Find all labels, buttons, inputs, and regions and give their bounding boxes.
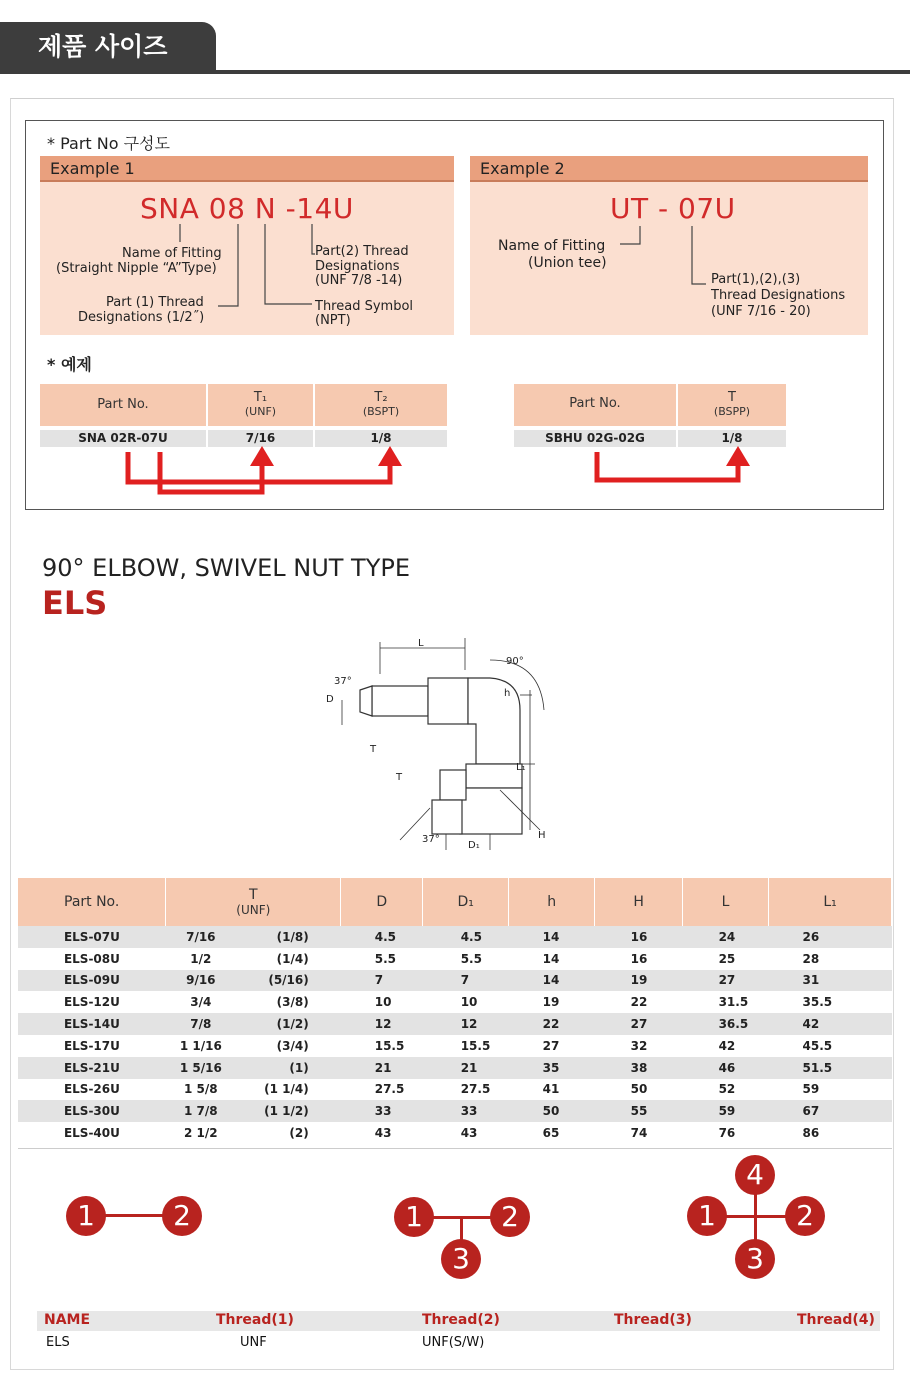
spec-cell-t-bspp: (3/4) [276,1038,309,1053]
spec-cell-L: 59 [683,1100,769,1122]
spec-cell-d1: 12 [423,1013,509,1035]
spec-header-d: D [341,878,423,926]
spec-cell-d: 33 [341,1100,423,1122]
t1-cell-part: SNA 02R-07U [40,430,206,447]
spec-cell-L1: 45.5 [802,1038,833,1053]
spec-table-row [18,1035,892,1057]
spec-cell-t: 1 7/8 [166,1100,236,1122]
elbow-technical-drawing [320,630,560,860]
ex1-symbol-label: Thread Symbol [315,299,414,314]
spec-cell-L1: 35.5 [802,995,833,1010]
spec-cell-part: ELS-14U [18,1013,166,1035]
spec-cell-h: 14 [542,951,560,966]
diagram-b-port-2: 2 [490,1197,530,1237]
spec-cell-H: 50 [630,1082,648,1097]
t2-cell-t: 1/8 [678,430,786,447]
spec-cell-d: 43 [374,1126,392,1141]
spec-cell-t: 2 1/2 [184,1126,218,1141]
spec-cell-t: 1/2 [190,951,212,966]
spec-cell-H: 22 [630,995,648,1010]
spec-cell-H: 55 [595,1100,683,1122]
spec-cell-H: 19 [595,970,683,992]
spec-cell-L1: 86 [802,1126,820,1141]
ex2-part-detail2: (UNF 7/16 - 20) [711,304,811,319]
spec-cell-L1: 31 [769,970,892,992]
ex2-name-label: Name of Fitting [498,238,606,254]
t1-header-t2-unit: (BSPT) [362,405,400,418]
thread-cell-2: UNF(S/W) [422,1335,485,1350]
spec-cell-d1: 21 [423,1057,509,1079]
drawing-label-L1: L₁ [516,762,526,773]
header-divider [0,70,910,74]
spec-cell-L: 24 [683,926,769,948]
spec-cell-t: 1 5/16 [166,1057,236,1079]
drawing-label-T1: T [370,744,377,755]
drawing-label-D: D [326,694,334,705]
thread-header-name: NAME [44,1312,91,1328]
spec-cell-t: 7/8 [166,1013,236,1035]
spec-cell-d1: 4.5 [423,926,509,948]
ex1-part2-detail1: Designations [315,259,400,274]
spec-cell-h: 65 [542,1126,560,1141]
ex1-part1-label: Part (1) Thread [106,295,204,310]
spec-cell-h: 35 [509,1057,595,1079]
spec-cell-h: 22 [509,1013,595,1035]
example2-code: UT - 07U [610,192,736,225]
t2-header-t [678,384,786,426]
t1-cell-t1: 7/16 [208,430,313,447]
spec-cell-t-bspp: (1 1/4) [264,1082,309,1097]
spec-cell-d1: 33 [423,1100,509,1122]
product-code: ELS [42,584,108,622]
spec-cell-t-bspp: (1/2) [236,1013,341,1035]
spec-cell-L1: 51.5 [769,1057,892,1079]
spec-table-row [18,926,892,948]
spec-table-row [18,1057,892,1079]
spec-cell-H: 16 [595,926,683,948]
spec-cell-t-bspp: (5/16) [236,970,341,992]
spec-cell-d: 4.5 [341,926,423,948]
spec-table-row [18,1100,892,1122]
ex1-part2-label: Part(2) Thread [315,244,409,259]
spec-cell-L: 27 [683,970,769,992]
part-no-section-title: * Part No 구성도 [47,134,170,153]
t1-header-t1-label: T₁ [253,390,268,405]
spec-cell-h: 27 [542,1038,560,1053]
spec-cell-t-bspp: (1/8) [236,926,341,948]
spec-header-L1: L₁ [769,878,892,926]
spec-cell-d1: 5.5 [460,951,482,966]
spec-table-row [18,1013,892,1035]
diagram-a-port-2: 2 [162,1196,202,1236]
spec-header-H: H [595,878,683,926]
spec-cell-L: 76 [718,1126,736,1141]
t1-header-t2 [315,384,447,426]
spec-cell-t: 1 1/16 [179,1038,222,1053]
diagram-c-port-2: 2 [785,1196,825,1236]
spec-cell-part: ELS-08U [63,951,120,966]
spec-cell-part: ELS-12U [63,995,120,1010]
spec-header-t-label: T [249,887,258,903]
spec-cell-part: ELS-07U [18,926,166,948]
example1-header: Example 1 [40,156,454,182]
spec-header-t-unit: (UNF) [236,903,271,917]
t1-header-t2-label: T₂ [374,390,388,405]
spec-cell-t: 3/4 [190,995,212,1010]
spec-cell-L: 46 [683,1057,769,1079]
spec-cell-d: 27.5 [374,1082,405,1097]
spec-cell-d1: 10 [460,995,478,1010]
spec-header-part: Part No. [18,878,166,926]
spec-cell-h: 41 [542,1082,560,1097]
spec-cell-L: 42 [718,1038,736,1053]
thread-cell-name: ELS [46,1335,70,1350]
thread-cell-1: UNF [240,1335,267,1350]
drawing-label-H: H [538,830,546,841]
spec-cell-t-bspp: (1) [236,1057,341,1079]
thread-header-4: Thread(4) [797,1312,875,1328]
spec-table-row [18,970,892,992]
drawing-label-37b: 37° [422,834,440,845]
spec-cell-L1: 26 [769,926,892,948]
spec-cell-L1: 42 [769,1013,892,1035]
example2-header: Example 2 [470,156,868,182]
t1-header-t1-unit: (UNF) [244,405,277,418]
drawing-label-L: L [418,638,424,649]
t1-header-t1 [208,384,313,426]
spec-table-bottom-rule [18,1148,892,1149]
spec-cell-d: 15.5 [374,1038,405,1053]
spec-header-t [166,878,341,926]
spec-table-row [18,1079,892,1101]
spec-cell-t: 9/16 [166,970,236,992]
example1-leader-lines [40,182,454,335]
example-arrows [110,440,810,500]
example1-code: SNA 08 N -14U [140,192,354,225]
diagram-a-port-1: 1 [66,1196,106,1236]
example2-leader-lines [470,182,868,335]
spec-cell-t-bspp: (2) [289,1126,309,1141]
spec-cell-H: 27 [595,1013,683,1035]
drawing-label-D1: D₁ [468,840,480,851]
spec-cell-h: 14 [509,926,595,948]
ex2-part-label: Part(1),(2),(3) [711,272,801,287]
t1-cell-t2: 1/8 [315,430,447,447]
spec-table-row [18,1122,892,1144]
spec-cell-h: 14 [509,970,595,992]
spec-table-row [18,948,892,970]
spec-cell-L: 25 [718,951,736,966]
spec-table-body [18,926,892,1144]
spec-cell-H: 32 [630,1038,648,1053]
spec-cell-t: 7/16 [166,926,236,948]
ex1-name-label: Name of Fitting [122,246,222,261]
spec-cell-L1: 28 [802,951,820,966]
thread-header-2: Thread(2) [422,1312,500,1328]
ex1-part1-detail: Designations (1/2˝) [78,310,205,325]
spec-cell-h: 50 [509,1100,595,1122]
spec-cell-d1: 7 [423,970,509,992]
spec-cell-H: 16 [630,951,648,966]
ex1-name-detail: (Straight Nipple “A”Type) [56,261,217,276]
spec-cell-d1: 27.5 [460,1082,491,1097]
spec-cell-L: 36.5 [683,1013,769,1035]
spec-cell-part: ELS-30U [18,1100,166,1122]
spec-cell-part: ELS-21U [18,1057,166,1079]
spec-cell-h: 19 [542,995,560,1010]
spec-cell-t-bspp: (1/4) [276,951,309,966]
diagram-c-port-4: 4 [735,1155,775,1195]
ex2-name-detail: (Union tee) [528,255,607,271]
spec-cell-d1: 43 [460,1126,478,1141]
drawing-label-T2: T [396,772,403,783]
thread-header-3: Thread(3) [614,1312,692,1328]
page-section-tab: 제품 사이즈 [0,22,216,70]
spec-table-row [18,991,892,1013]
diagram-c-port-1: 1 [687,1196,727,1236]
spec-cell-part: ELS-17U [63,1038,120,1053]
spec-cell-d: 5.5 [374,951,396,966]
spec-cell-t-bspp: (3/8) [276,995,309,1010]
product-subtitle: 90° ELBOW, SWIVEL NUT TYPE [42,554,411,582]
spec-cell-L: 52 [718,1082,736,1097]
spec-cell-part: ELS-40U [63,1126,120,1141]
ex1-part2-detail2: (UNF 7/8 -14) [315,273,403,288]
spec-cell-d: 12 [341,1013,423,1035]
spec-cell-part: ELS-09U [18,970,166,992]
diagram-b-port-1: 1 [394,1197,434,1237]
spec-cell-d: 7 [341,970,423,992]
spec-cell-L: 31.5 [718,995,749,1010]
spec-cell-part: ELS-26U [63,1082,120,1097]
diagram-c-port-3: 3 [735,1239,775,1279]
t2-header-part: Part No. [514,384,676,426]
drawing-label-37a: 37° [334,676,352,687]
spec-cell-L1: 59 [802,1082,820,1097]
t2-header-t-unit: (BSPP) [713,405,751,418]
thread-header-1: Thread(1) [216,1312,294,1328]
spec-cell-d: 10 [374,995,392,1010]
spec-table [18,878,892,1144]
t2-header-t-label: T [728,390,736,405]
diagram-b-port-3: 3 [441,1239,481,1279]
spec-cell-d: 21 [341,1057,423,1079]
ex1-symbol-detail: (NPT) [315,313,351,328]
spec-header-d1: D₁ [423,878,509,926]
ex2-part-detail1: Thread Designations [711,288,846,303]
spec-header-L: L [683,878,769,926]
spec-cell-t: 1 5/8 [184,1082,218,1097]
drawing-label-h: h [504,688,511,699]
spec-cell-H: 38 [595,1057,683,1079]
t1-header-part: Part No. [40,384,206,426]
spec-header-h: h [509,878,595,926]
example-section-title: * 예제 [47,355,92,374]
spec-cell-t-bspp: (1 1/2) [236,1100,341,1122]
drawing-label-90: 90° [506,656,524,667]
spec-cell-L1: 67 [769,1100,892,1122]
spec-cell-H: 74 [630,1126,648,1141]
spec-cell-d1: 15.5 [460,1038,491,1053]
t2-cell-part: SBHU 02G-02G [514,430,676,447]
